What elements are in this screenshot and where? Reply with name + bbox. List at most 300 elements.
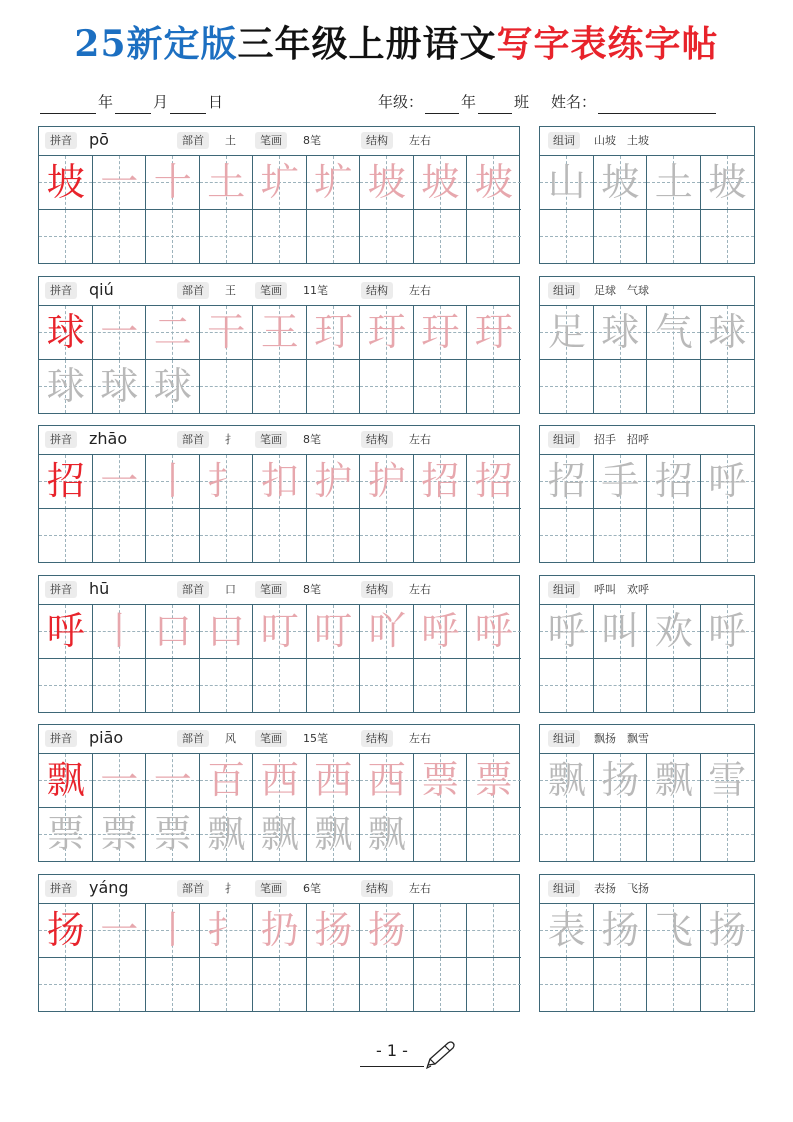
character-block [38,724,520,862]
tianzige-cell[interactable] [39,306,93,360]
tianzige-cell[interactable] [360,958,414,1012]
words-label: 组词 [548,431,580,448]
grid-row [540,808,754,861]
title-part-blue: 25新定版 [74,23,238,65]
tianzige-cell[interactable] [307,659,361,713]
tianzige-cell[interactable] [360,605,414,659]
model-character: 球 [46,310,85,354]
word-trace-character: 飘 [654,758,693,802]
word-trace-character: 球 [708,310,747,354]
tianzige-cell[interactable] [647,659,701,713]
strokes-value: 15笔 [303,732,328,745]
tianzige-cell[interactable] [307,605,361,659]
trace-character: 飘 [367,811,406,856]
tianzige-cell[interactable] [200,605,254,659]
tianzige-cell[interactable] [647,360,701,414]
stroke-order-step: 干 [207,310,246,354]
tianzige-cell[interactable] [540,754,594,808]
model-character: 招 [46,459,85,503]
tianzige-cell[interactable] [594,754,648,808]
pinyin-value: hū [89,579,110,598]
tianzige-cell[interactable] [467,808,521,862]
model-character: 坡 [46,160,85,204]
tianzige-cell[interactable] [93,904,147,958]
stroke-order-step: 百 [207,758,246,802]
tianzige-cell[interactable] [414,754,468,808]
structure-label: 结构 [361,730,393,747]
stroke-order-step: 招 [421,459,460,503]
word-trace-character: 手 [601,459,640,503]
grade-year-label: 年 [461,93,477,111]
tianzige-cell[interactable] [253,509,307,563]
tianzige-cell[interactable] [93,156,147,210]
word-trace-character: 扬 [601,758,640,802]
tianzige-cell[interactable] [146,306,200,360]
tianzige-cell[interactable] [540,455,594,509]
tianzige-cell[interactable] [253,455,307,509]
pinyin-value: piāo [89,728,124,747]
word-trace-character: 山 [547,160,586,204]
tianzige-cell[interactable] [467,306,521,360]
tianzige-cell[interactable] [93,306,147,360]
word-trace-character: 招 [547,459,586,503]
tianzige-cell[interactable] [594,605,648,659]
tianzige-cell[interactable] [647,156,701,210]
tianzige-cell[interactable] [200,754,254,808]
tianzige-cell[interactable] [146,754,200,808]
tianzige-cell[interactable] [360,360,414,414]
grid-row [540,754,754,807]
tianzige-cell[interactable] [414,210,468,264]
grid-row [540,904,754,957]
tianzige-cell[interactable] [39,360,93,414]
word-trace-character: 球 [601,310,640,354]
grid-row [39,659,521,712]
stroke-order-step: 西 [260,758,299,802]
trace-character: 票 [100,811,139,856]
grid-row [39,958,521,1011]
tianzige-cell[interactable] [414,360,468,414]
character-header [39,277,519,306]
tianzige-cell[interactable] [93,210,147,264]
tianzige-cell[interactable] [414,605,468,659]
tianzige-cell[interactable] [701,156,755,210]
tianzige-cell[interactable] [39,754,93,808]
tianzige-cell[interactable] [253,958,307,1012]
title-part-black: 三年级上册语文 [237,23,497,65]
character-header [39,875,519,904]
grid-row [39,754,521,807]
tianzige-cell[interactable] [467,156,521,210]
tianzige-cell[interactable] [39,659,93,713]
pinyin-value: yáng [89,878,129,897]
stroke-order-step: 一 [100,908,139,952]
tianzige-cell[interactable] [360,659,414,713]
tianzige-cell[interactable] [701,808,755,862]
stroke-order-step: 扌 [207,459,246,503]
character-block [38,874,520,1012]
trace-character: 飘 [260,811,299,856]
stroke-order-step: 丨 [153,459,192,503]
tianzige-cell[interactable] [307,958,361,1012]
stroke-order-step: 扬 [367,908,406,952]
grid-row [540,455,754,508]
word-trace-character: 招 [654,459,693,503]
stroke-order-step: 一 [153,758,192,802]
tianzige-cell[interactable] [701,360,755,414]
strokes-value: 6笔 [303,882,321,895]
words-value: 山坡 土坡 [594,134,649,147]
tianzige-cell[interactable] [39,210,93,264]
strokes-label: 笔画 [255,431,287,448]
tianzige-cell[interactable] [540,360,594,414]
tianzige-cell[interactable] [701,455,755,509]
tianzige-cell[interactable] [647,509,701,563]
tianzige-cell[interactable] [200,808,254,862]
tianzige-cell[interactable] [146,156,200,210]
tianzige-cell[interactable] [146,509,200,563]
tianzige-cell[interactable] [647,605,701,659]
grid-row [39,360,521,413]
word-header [540,725,754,754]
strokes-value: 8笔 [303,583,321,596]
tianzige-cell[interactable] [594,360,648,414]
stroke-order-step: 一 [100,758,139,802]
tianzige-cell[interactable] [93,754,147,808]
class-blank[interactable] [478,95,512,114]
tianzige-cell[interactable] [39,605,93,659]
words-value: 表扬 飞扬 [594,882,649,895]
word-trace-character: 雪 [708,758,747,802]
word-trace-character: 呼 [547,609,586,653]
structure-value: 左右 [409,732,431,745]
word-trace-character: 土 [654,160,693,204]
tianzige-cell[interactable] [701,958,755,1012]
word-trace-character: 气 [654,310,693,354]
stroke-order-step: 坡 [474,160,513,204]
tianzige-cell[interactable] [414,455,468,509]
stroke-order-step: 护 [367,459,406,503]
grid-row [540,659,754,712]
tianzige-cell[interactable] [253,659,307,713]
tianzige-cell[interactable] [93,659,147,713]
tianzige-cell[interactable] [253,210,307,264]
pinyin-label: 拼音 [45,581,77,598]
tianzige-cell[interactable] [307,360,361,414]
tianzige-cell[interactable] [647,306,701,360]
word-trace-character: 坡 [601,160,640,204]
tianzige-cell[interactable] [39,904,93,958]
strokes-label: 笔画 [255,730,287,747]
tianzige-cell[interactable] [594,958,648,1012]
tianzige-cell[interactable] [540,306,594,360]
tianzige-cell[interactable] [540,659,594,713]
tianzige-cell[interactable] [414,904,468,958]
tianzige-cell[interactable] [200,306,254,360]
stroke-order-step: 扬 [314,908,353,952]
radical-label: 部首 [177,581,209,598]
radical-value: 扌 [225,433,236,446]
trace-character: 球 [100,363,139,408]
stroke-order-step: 坡 [421,160,460,204]
tianzige-cell[interactable] [307,306,361,360]
tianzige-cell[interactable] [594,210,648,264]
tianzige-cell[interactable] [360,509,414,563]
radical-value: 扌 [225,882,236,895]
tianzige-cell[interactable] [200,455,254,509]
word-trace-character: 表 [547,908,586,952]
pinyin-label: 拼音 [45,730,77,747]
tianzige-cell[interactable] [540,156,594,210]
tianzige-cell[interactable] [360,306,414,360]
pinyin-label: 拼音 [45,282,77,299]
tianzige-cell[interactable] [647,210,701,264]
tianzige-cell[interactable] [146,904,200,958]
radical-label: 部首 [177,282,209,299]
trace-character: 飘 [314,811,353,856]
stroke-order-step: 呼 [474,609,513,653]
tianzige-cell[interactable] [253,904,307,958]
word-header [540,426,754,455]
tianzige-cell[interactable] [647,958,701,1012]
tianzige-cell[interactable] [253,808,307,862]
tianzige-cell[interactable] [467,210,521,264]
words-label: 组词 [548,880,580,897]
tianzige-cell[interactable] [360,808,414,862]
tianzige-cell[interactable] [414,306,468,360]
tianzige-cell[interactable] [647,455,701,509]
structure-label: 结构 [361,581,393,598]
title-part-red: 写字表练字帖 [496,23,719,65]
tianzige-cell[interactable] [540,605,594,659]
stroke-order-step: 西 [314,758,353,802]
tianzige-cell[interactable] [414,509,468,563]
name-blank[interactable] [598,95,716,114]
tianzige-cell[interactable] [200,156,254,210]
tianzige-cell[interactable] [307,808,361,862]
tianzige-cell[interactable] [467,605,521,659]
character-header [39,426,519,455]
stroke-order-step: 扣 [260,459,299,503]
tianzige-cell[interactable] [146,210,200,264]
date-line [38,92,223,114]
grid-row [540,605,754,658]
character-block [38,575,520,713]
grid-row [39,509,521,562]
stroke-order-step: 扔 [260,908,299,952]
word-block [539,724,755,862]
trace-character: 票 [46,811,85,856]
words-label: 组词 [548,730,580,747]
stroke-order-step: 坡 [367,160,406,204]
stroke-order-step: 玗 [474,310,513,354]
tianzige-cell[interactable] [93,605,147,659]
tianzige-cell[interactable] [467,509,521,563]
tianzige-cell[interactable] [200,958,254,1012]
character-header [39,725,519,754]
tianzige-cell[interactable] [307,156,361,210]
tianzige-cell[interactable] [467,659,521,713]
pinyin-label: 拼音 [45,132,77,149]
tianzige-cell[interactable] [307,210,361,264]
tianzige-cell[interactable] [200,659,254,713]
tianzige-cell[interactable] [540,904,594,958]
stroke-order-step: 护 [314,459,353,503]
tianzige-cell[interactable] [93,455,147,509]
character-block [38,276,520,414]
tianzige-cell[interactable] [701,509,755,563]
tianzige-cell[interactable] [467,958,521,1012]
tianzige-cell[interactable] [39,455,93,509]
tianzige-cell[interactable] [200,210,254,264]
tianzige-cell[interactable] [701,210,755,264]
stroke-order-step: 一 [100,459,139,503]
structure-label: 结构 [361,282,393,299]
tianzige-cell[interactable] [647,904,701,958]
tianzige-cell[interactable] [594,306,648,360]
tianzige-cell[interactable] [200,904,254,958]
stroke-order-step: 口 [153,609,192,653]
tianzige-cell[interactable] [594,509,648,563]
word-trace-character: 欢 [654,609,693,653]
month-label: 月 [153,93,169,111]
tianzige-cell[interactable] [701,659,755,713]
tianzige-cell[interactable] [39,808,93,862]
month-blank[interactable] [115,95,151,114]
tianzige-cell[interactable] [540,210,594,264]
strokes-label: 笔画 [255,880,287,897]
grid-row [540,306,754,359]
trace-character: 票 [153,811,192,856]
words-value: 呼叫 欢呼 [594,583,649,596]
tianzige-cell[interactable] [647,754,701,808]
tianzige-cell[interactable] [467,754,521,808]
tianzige-cell[interactable] [200,509,254,563]
tianzige-cell[interactable] [307,455,361,509]
stroke-order-step: 扌 [207,908,246,952]
character-block [38,425,520,563]
tianzige-cell[interactable] [594,659,648,713]
pinyin-label: 拼音 [45,880,77,897]
word-trace-character: 坡 [708,160,747,204]
tianzige-cell[interactable] [360,156,414,210]
tianzige-cell[interactable] [93,360,147,414]
tianzige-cell[interactable] [414,156,468,210]
trace-character: 飘 [207,811,246,856]
tianzige-cell[interactable] [146,455,200,509]
model-character: 呼 [46,609,85,653]
tianzige-cell[interactable] [594,156,648,210]
tianzige-cell[interactable] [39,156,93,210]
word-header [540,277,754,306]
page-number-underline [360,1066,424,1067]
tianzige-cell[interactable] [253,754,307,808]
tianzige-cell[interactable] [307,754,361,808]
tianzige-cell[interactable] [146,659,200,713]
tianzige-cell[interactable] [701,904,755,958]
tianzige-cell[interactable] [39,509,93,563]
grid-row [540,156,754,209]
word-header [540,576,754,605]
tianzige-cell[interactable] [146,958,200,1012]
words-value: 飘扬 飘雪 [594,732,649,745]
word-trace-character: 叫 [601,609,640,653]
page-footer [360,1040,470,1070]
student-line [378,92,718,114]
tianzige-cell[interactable] [360,754,414,808]
tianzige-cell[interactable] [701,306,755,360]
grid-row [39,808,521,861]
tianzige-cell[interactable] [414,659,468,713]
word-trace-character: 飘 [547,758,586,802]
pinyin-value: zhāo [89,429,128,448]
grade-year-blank[interactable] [425,95,459,114]
tianzige-cell[interactable] [146,605,200,659]
tianzige-cell[interactable] [93,958,147,1012]
tianzige-cell[interactable] [146,808,200,862]
tianzige-cell[interactable] [540,509,594,563]
tianzige-cell[interactable] [360,210,414,264]
pinyin-label: 拼音 [45,431,77,448]
tianzige-cell[interactable] [146,360,200,414]
tianzige-cell[interactable] [360,455,414,509]
tianzige-cell[interactable] [594,904,648,958]
character-block [38,126,520,264]
tianzige-cell[interactable] [200,360,254,414]
tianzige-cell[interactable] [594,808,648,862]
tianzige-cell[interactable] [467,455,521,509]
year-blank[interactable] [40,95,96,114]
tianzige-cell[interactable] [414,808,468,862]
tianzige-cell[interactable] [253,605,307,659]
tianzige-cell[interactable] [253,360,307,414]
tianzige-cell[interactable] [467,904,521,958]
word-header [540,875,754,904]
structure-value: 左右 [409,583,431,596]
tianzige-cell[interactable] [360,904,414,958]
tianzige-cell[interactable] [307,509,361,563]
class-label: 班 [514,93,530,111]
structure-label: 结构 [361,132,393,149]
word-block [539,874,755,1012]
grid-row [540,360,754,413]
tianzige-cell[interactable] [93,509,147,563]
stroke-order-step: 圹 [314,160,353,204]
tianzige-cell[interactable] [39,958,93,1012]
stroke-order-step: 土 [207,160,246,204]
tianzige-cell[interactable] [701,754,755,808]
tianzige-cell[interactable] [307,904,361,958]
tianzige-cell[interactable] [467,360,521,414]
tianzige-cell[interactable] [414,958,468,1012]
tianzige-cell[interactable] [701,605,755,659]
tianzige-cell[interactable] [253,306,307,360]
tianzige-cell[interactable] [93,808,147,862]
word-trace-character: 扬 [708,908,747,952]
tianzige-cell[interactable] [594,455,648,509]
tianzige-cell[interactable] [647,808,701,862]
pinyin-value: qiú [89,280,114,299]
stroke-order-step: 圹 [260,160,299,204]
words-label: 组词 [548,282,580,299]
stroke-order-step: 吖 [367,609,406,653]
day-blank[interactable] [170,95,206,114]
tianzige-cell[interactable] [253,156,307,210]
structure-value: 左右 [409,433,431,446]
tianzige-cell[interactable] [540,808,594,862]
trace-character: 球 [153,363,192,408]
tianzige-cell[interactable] [540,958,594,1012]
